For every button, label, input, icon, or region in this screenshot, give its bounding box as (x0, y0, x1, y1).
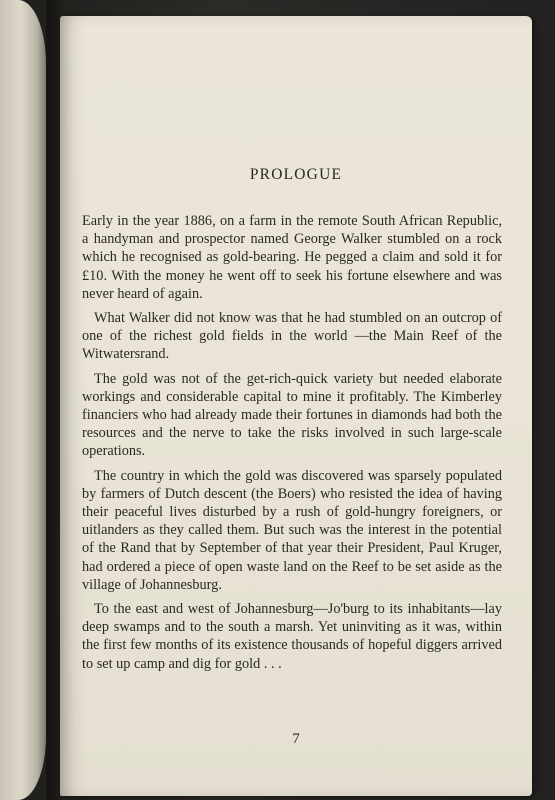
paragraph-5: To the east and west of Johannesburg—Jo'burg to its inhabitants—lay deep swamps and to the south a marsh. Yet uninviting as it was, within the first few months of its existence thousands of hopeful diggers arrived to set up camp and dig for gold . . . (82, 601, 502, 672)
chapter-title: PROLOGUE (249, 166, 343, 183)
paragraph-3: The gold was not of the get-rich-quick variety but needed elaborate workings and considerable capital to mine it profitably. The Kimberley financiers who had already made their fortunes in diamonds had both the resources and the nerve to take the risks involved in such large-scale operations. (82, 370, 502, 460)
page-number: 7 (292, 731, 300, 747)
left-page-edge (0, 0, 46, 800)
paragraph-4: The country in which the gold was discovered was sparsely populated by farmers of Dutch descent (the Boers) who resisted the idea of having their peaceful lives disturbed by a rush of gold-hungry foreigners, or uitlanders as they called them. But such was the interest in the potential of the Rand that by September of that year their President, Paul Kruger, had ordered a piece of open waste land on the Reef to be set aside as the village of Johannesburg. (82, 467, 502, 593)
body-text (82, 212, 502, 679)
paragraph-2: What Walker did not know was that he had stumbled on an outcrop of one of the richest gold fields in the world —the Main Reef of the Witwatersrand. (82, 310, 502, 363)
book-page (60, 16, 532, 796)
paragraph-1: Early in the year 1886, on a farm in the remote South African Republic, a handyman and prospector named George Walker stumbled on a rock which he recognised as gold-bearing. He pegged a claim and sold it for £10. With the money he went off to seek his fortune elsewhere and was never heard of again. (82, 213, 502, 302)
